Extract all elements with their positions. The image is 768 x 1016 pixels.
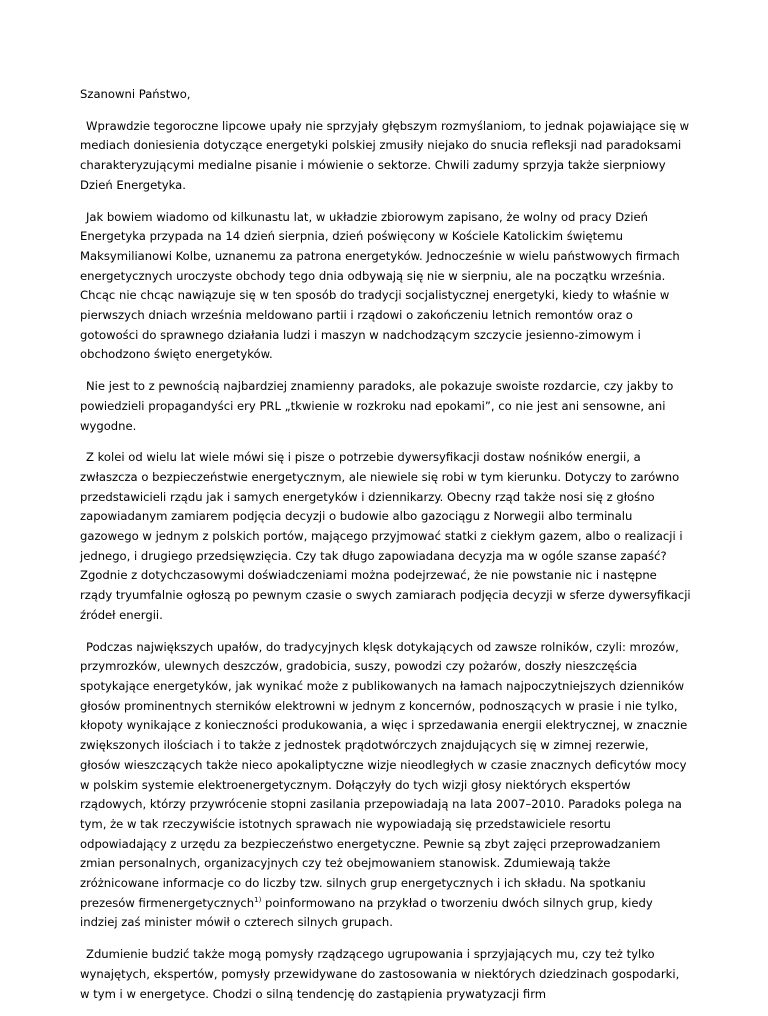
paragraph-1: Wprawdzie tegoroczne lipcowe upały nie sprzyjały głębszym rozmyślaniom, to jednak pojawiające się w mediach doniesienia dotyczące energetyki polskiej zmusiły niejako do snucia refleksji nad paradoksami charakteryzującymi medialne pisanie i mówienie o sektorze. Chwili zadumy sprzyja także sierpniowy Dzień Energetyka. xyxy=(80,118,690,192)
paragraph-2: Jak bowiem wiadomo od kilkunastu lat, w układzie zbiorowym zapisano, że wolny od pracy Dzień Energetyka przypada na 14 dzień sierpnia, dzień poświęcony w Kościele Katolickim świętemu Maksymilianowi Kolbe, uznanemu za patrona energetyków. Jednocześnie w wielu państwowych firmach energetycznych uroczyste obchody tego dnia odbywają się nie w sierpniu, ale na początku września. Chcąc nie chcąc nawiązuje się w ten sposób do tradycji socjalistycznej energetyki, kiedy to właśnie w pierwszych dniach września meldowano partii i rządowi o zakończeniu letnich remontów oraz o gotowości do sprawnego działania ludzi i maszyn w nadchodzącym szczycie jesienno-zimowym i obchodzono święto energetyków. xyxy=(80,209,680,362)
salutation: Szanowni Państwo, xyxy=(80,87,191,101)
letter-body xyxy=(80,85,692,1016)
paragraph-5-text-a: Podczas największych upałów, do tradycyjnych klęsk dotykających od zawsze rolników, czyli: mrozów, przymrozków, ulewnych deszczów, gradobicia, suszy, powodzi czy pożarów, doszły nieszczęścia spotykające energetyków, jak wynikać może z publikowanych na łamach najpoczytniejszych dzienników głosów prominentnych sterników elektrowni w jednym z koncernów, podnoszących w prasie i nie tylko, kłopoty wynikające z konieczności produkowania, a więc i sprzedawania energii elektrycznej, w znacznie zwiększonych ilościach i to także z jednostek prądotwórczych znajdujących się w zimnej rezerwie, głosów wieszczących także nieco apokaliptyczne wizje nieodległych w czasie znacznych deficytów mocy w polskim systemie elektroenergetycznym. Dołączyły do tych wizji głosy niektórych ekspertów rządowych, którzy przywrócenie stopni zasilania przepowiadają na lata 2007–2010. Paradoks polega na tym, że w tak rzeczywiście istotnych sprawach nie wypowiadają się przedstawiciele resortu odpowiadający z urzędu za bezpieczeństwo energetyczne. Pewnie są zbyt zajęci przeprowadzaniem zmian personalnych, organizacyjnych czy też obejmowaniem stanowisk. Zdumiewają także zróżnicowane informacje co do liczby tzw. silnych grup energetycznych i ich składu. Na spotkaniu prezesów firmenergetycznych xyxy=(80,639,688,910)
footnote-marker: 1) xyxy=(254,895,262,904)
paragraph-6: Zdumienie budzić także mogą pomysły rządzącego ugrupowania i sprzyjających mu, czy też tylko wynajętych, ekspertów, pomysły przewidywane do zastosowania w niektórych dziedzinach gospodarki, w tym i w energetyce. Chodzi o silną tendencję do zastąpienia prywatyzacji firm xyxy=(80,947,680,1001)
paragraph-4: Z kolei od wielu lat wiele mówi się i pisze o potrzebie dywersyfikacji dostaw nośników energii, a zwłaszcza o bezpieczeństwie energetycznym, ale niewiele się robi w tym kierunku. Dotyczy to zarówno przedstawicieli rządu jak i samych energetyków i dziennikarzy. Obecny rząd także nosi się z głośno zapowiadanym zamiarem podjęcia decyzji o budowie albo gazociągu z Norwegii albo terminalu gazowego w jednym z polskich portów, mającego przyjmować statki z ciekłym gazem, albo o realizacji i jednego, i drugiego przedsięwzięcia. Czy tak długo zapowiadana decyzja ma w ogóle szanse zapaść? Zgodnie z dotychczasowymi doświadczeniami można podejrzewać, że nie powstanie nic i następne rządy tryumfalnie ogłoszą po pewnym czasie o swych zamiarach podjęcia decyzji w sferze dywersyfikacji źródeł energii. xyxy=(80,450,691,622)
paragraph-5-text-b: poinformowano na przykład o tworzeniu dwóch silnych grup, kiedy indziej zaś minister mówił o czterech silnych grupach. xyxy=(80,895,653,930)
paragraph-5 xyxy=(80,638,692,934)
paragraph-3: Nie jest to z pewnością najbardziej znamienny paradoks, ale pokazuje swoiste rozdarcie, czy jakby to powiedzieli propagandyści ery PRL „tkwienie w rozkroku nad epokami”, co nie jest ani sensowne, ani wygodne. xyxy=(80,379,674,433)
